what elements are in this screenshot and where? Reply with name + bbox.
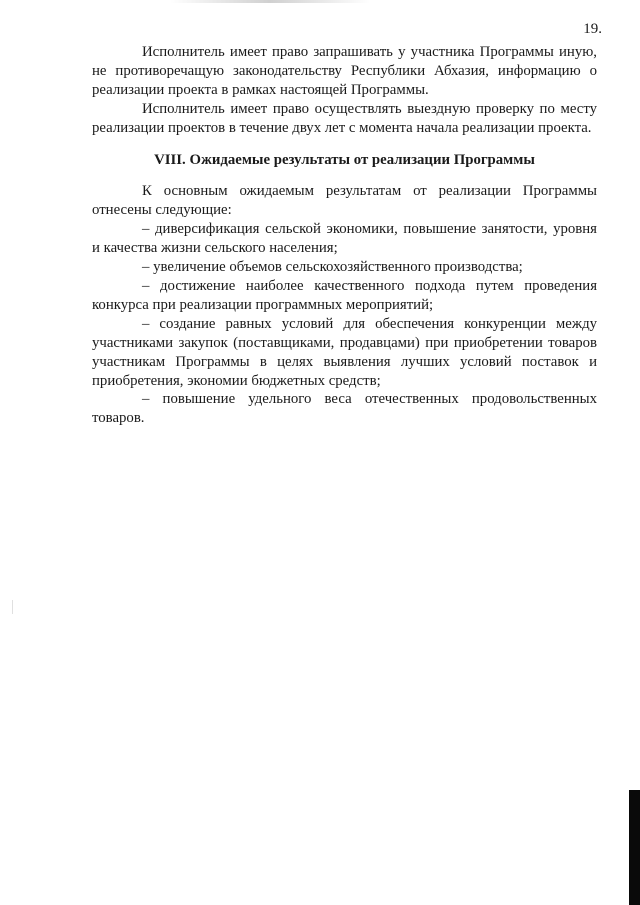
section-heading: VIII. Ожидаемые результаты от реализации Программы — [154, 151, 535, 168]
results-intro: К основным ожидаемым результатам от реализации Программы отнесены следующие: — [92, 183, 597, 219]
paragraph-info-request: Исполнитель имеет право запрашивать у участника Программы иную, не противоречащую законодательству Республики Абхазия, информацию о реализации проекта в рамках настоящей Программы. — [92, 44, 597, 98]
result-item-production-growth: – увеличение объемов сельскохозяйственного производства; — [142, 259, 523, 276]
result-item-domestic-goods: – повышение удельного веса отечественных продовольственных товаров. — [92, 391, 597, 427]
page-number: 19. — [583, 21, 602, 37]
result-item-equal-conditions: – создание равных условий для обеспечения конкуренции между участниками закупок (поставщиками, продавцами) при приобретении товаров участникам Программы в целях выявления лучших условий поставок и приобретения, экономии бюджетных средств; — [92, 315, 597, 389]
result-item-competition-approach: – достижение наиболее качественного подхода путем проведения конкурса при реализации программных мероприятий; — [92, 277, 597, 313]
scan-artifact-streak — [170, 0, 370, 3]
result-item-diversification: – диверсификация сельской экономики, повышение занятости, уровня и качества жизни сельского населения; — [92, 221, 597, 257]
paragraph-onsite-inspection: Исполнитель имеет право осуществлять выездную проверку по месту реализации проектов в течение двух лет с момента начала реализации проекта. — [92, 100, 597, 136]
document-body — [92, 43, 597, 428]
scan-artifact-speck — [12, 600, 13, 614]
scan-edge-bar — [629, 790, 640, 905]
